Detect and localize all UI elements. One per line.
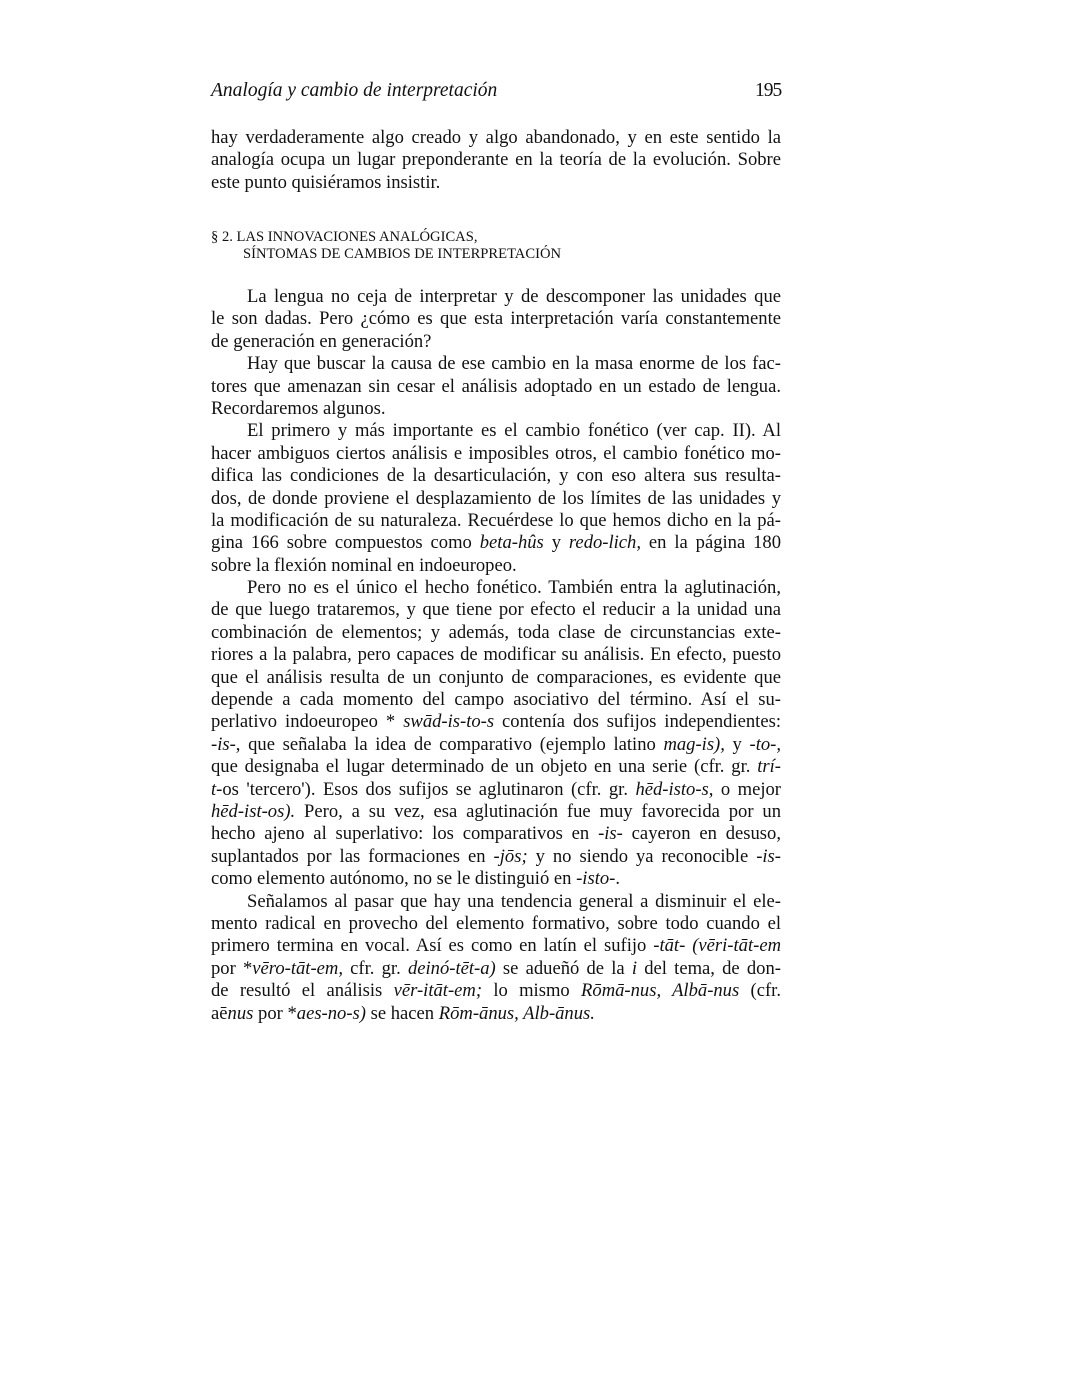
text-line bbox=[211, 149, 781, 171]
text-line bbox=[211, 510, 781, 532]
italic-term: aes-no-s) bbox=[296, 1002, 366, 1024]
text-run: gina 166 sobre compuestos como bbox=[211, 532, 480, 554]
text-line bbox=[211, 376, 781, 398]
text-run: Pero, a su vez, esa aglutinación fue muy favorecida por un bbox=[295, 800, 781, 822]
italic-term: -is- bbox=[756, 845, 781, 867]
text-run: y no siendo ya reconocible bbox=[527, 845, 757, 867]
text-line bbox=[211, 286, 781, 308]
italic-term: -is- bbox=[598, 823, 623, 845]
italic-term: mag-is), bbox=[663, 733, 725, 755]
text-line bbox=[211, 420, 781, 442]
text-line bbox=[211, 779, 781, 801]
text-run: de que luego trataremos, y que tiene por efecto el reducir a la unidad una bbox=[211, 599, 781, 621]
text-line bbox=[211, 555, 781, 577]
paragraph bbox=[211, 127, 781, 194]
text-run: suplantados por las formaciones en bbox=[211, 845, 494, 867]
text-run: este punto quisiéramos insistir. bbox=[211, 171, 441, 193]
text-run: analogía ocupa un lugar preponderante en la teoría de la evolución. Sobre bbox=[211, 149, 781, 171]
text-run: Hay que buscar la causa de ese cambio en la masa enorme de los fac- bbox=[247, 353, 781, 375]
text-run: ē bbox=[219, 1002, 228, 1024]
text-run: Recordaremos algunos. bbox=[211, 397, 386, 419]
italic-term: hēd-isto-s, bbox=[635, 778, 714, 800]
italic-term: redo-lich, bbox=[568, 532, 642, 554]
italic-term: Rōmā-nus, Albā-nus bbox=[581, 980, 740, 1002]
text-run: de resultó el análisis bbox=[211, 980, 394, 1002]
italic-term: trí- bbox=[757, 756, 781, 778]
text-run: y bbox=[724, 733, 750, 755]
italic-term: -jōs; bbox=[493, 845, 528, 867]
text-run: , que señalaba la idea de comparativo (ejemplo latino bbox=[235, 733, 664, 755]
page-number: 195 bbox=[755, 80, 782, 101]
text-run: del tema, de don- bbox=[637, 957, 781, 979]
text-run: y bbox=[543, 532, 569, 554]
italic-term: deinó-tēt-a) bbox=[407, 957, 496, 979]
text-line bbox=[211, 756, 781, 778]
text-run: La lengua no ceja de interpretar y de descomponer las unidades que bbox=[247, 286, 781, 307]
text-run: hay verdaderamente algo creado y algo abandonado, y en este sentido la bbox=[211, 127, 781, 148]
text-run: como elemento autónomo, no se le distinguió en bbox=[211, 868, 577, 890]
text-run: perlativo indoeuropeo * bbox=[211, 711, 404, 733]
body-text bbox=[211, 286, 781, 1025]
text-run: la modificación de su naturaleza. Recuérdese lo que hemos dicho en la pá- bbox=[211, 509, 781, 531]
italic-term: hēd-ist-os). bbox=[211, 800, 296, 822]
paragraph bbox=[211, 891, 781, 1025]
italic-term: beta-hûs bbox=[479, 532, 544, 554]
text-run: Señalamos al pasar que hay una tendencia general a disminuir el ele- bbox=[247, 890, 781, 912]
text-line bbox=[211, 935, 781, 957]
italic-term: vēr-itāt-em; bbox=[393, 980, 483, 1002]
italic-term: i bbox=[631, 957, 638, 979]
text-run: os 'tercero'). Esos dos sufijos se aglutinaron (cfr. gr. bbox=[222, 778, 636, 800]
text-line bbox=[211, 1003, 781, 1025]
italic-term: -tāt- (vēri-tāt-em bbox=[653, 935, 781, 957]
text-line bbox=[211, 689, 781, 711]
text-run: que el análisis resulta de un conjunto de comparaciones, es evidente que bbox=[211, 666, 781, 688]
section-heading bbox=[211, 229, 561, 263]
text-line bbox=[211, 667, 781, 689]
text-line bbox=[211, 443, 781, 465]
text-run: difica las condiciones de la desarticulación, y con eso altera sus resulta- bbox=[211, 465, 781, 487]
italic-term: -to-, bbox=[749, 733, 781, 755]
italic-term: -is- bbox=[211, 733, 236, 755]
text-line bbox=[211, 868, 781, 890]
italic-term: Rōm-ānus, Alb-ānus. bbox=[438, 1002, 595, 1024]
text-run: primero termina en vocal. Así es como en latín el sufijo bbox=[211, 935, 654, 957]
text-line bbox=[211, 577, 781, 599]
text-line bbox=[211, 913, 781, 935]
intro-paragraph bbox=[211, 127, 781, 194]
italic-term: -isto- bbox=[576, 868, 616, 890]
text-run: . bbox=[615, 868, 620, 890]
section-heading-line-1: § 2. LAS INNOVACIONES ANALÓGICAS, bbox=[211, 229, 478, 245]
text-run: Pero no es el único el hecho fonético. También entra la aglutinación, bbox=[247, 577, 781, 599]
italic-term: t- bbox=[211, 778, 223, 800]
text-run: lo mismo bbox=[482, 980, 582, 1002]
text-line bbox=[211, 308, 781, 330]
text-run: a bbox=[211, 1002, 220, 1024]
text-run: depende a cada momento del campo asociativo del término. Así el su- bbox=[211, 689, 781, 711]
paragraph bbox=[211, 420, 781, 577]
text-run: por * bbox=[253, 1002, 297, 1024]
section-heading-line-2: SÍNTOMAS DE CAMBIOS DE INTERPRETACIÓN bbox=[243, 246, 562, 262]
text-line bbox=[211, 172, 781, 194]
text-run: tores que amenazan sin cesar el análisis adoptado en un estado de lengua. bbox=[211, 375, 781, 397]
italic-term: vēro-tāt-em, bbox=[252, 957, 343, 979]
text-run: El primero y más importante es el cambio fonético (ver cap. II). Al bbox=[247, 420, 781, 442]
text-line bbox=[211, 801, 781, 823]
text-run: dos, de donde proviene el desplazamiento de los límites de las unidades y bbox=[211, 487, 781, 509]
text-line bbox=[211, 622, 781, 644]
paragraph bbox=[211, 286, 781, 353]
paragraph bbox=[211, 353, 781, 420]
text-line bbox=[211, 980, 781, 1002]
text-line bbox=[211, 353, 781, 375]
text-line bbox=[211, 734, 781, 756]
italic-term: swād-is-to-s bbox=[403, 711, 495, 733]
paragraph bbox=[211, 577, 781, 890]
running-title: Analogía y cambio de interpretación bbox=[211, 80, 498, 101]
text-line bbox=[211, 488, 781, 510]
text-run: de generación en generación? bbox=[211, 330, 432, 352]
text-run: hacer ambiguos ciertos análisis e imposibles otros, el cambio fonético mo- bbox=[211, 442, 781, 464]
text-line bbox=[211, 599, 781, 621]
text-line bbox=[211, 644, 781, 666]
text-line bbox=[211, 398, 781, 420]
text-run: o mejor bbox=[713, 778, 782, 800]
text-run: le son dadas. Pero ¿cómo es que esta interpretación varía constantemente bbox=[211, 308, 781, 330]
text-run: hecho ajeno al superlativo: los comparativos en bbox=[211, 823, 599, 845]
text-run: cayeron en desuso, bbox=[622, 823, 781, 845]
text-run: por * bbox=[211, 957, 253, 979]
text-run: riores a la palabra, pero capaces de modificar su análisis. En efecto, puesto bbox=[211, 644, 781, 666]
text-line bbox=[211, 958, 781, 980]
text-run: que designaba el lugar determinado de un objeto en una serie (cfr. gr. bbox=[211, 756, 758, 778]
text-run: se hacen bbox=[365, 1002, 439, 1024]
text-run: sobre la flexión nominal en indoeuropeo. bbox=[211, 554, 517, 576]
text-run: combinación de elementos; y además, toda clase de circunstancias exte- bbox=[211, 621, 781, 643]
text-line bbox=[211, 331, 781, 353]
text-run: mento radical en provecho del elemento formativo, sobre todo cuando el bbox=[211, 912, 781, 934]
text-line bbox=[211, 823, 781, 845]
text-line bbox=[211, 711, 781, 733]
italic-term: nus bbox=[227, 1002, 254, 1024]
text-line bbox=[211, 127, 781, 149]
text-line bbox=[211, 465, 781, 487]
text-run: cfr. gr. bbox=[342, 957, 408, 979]
text-line bbox=[211, 891, 781, 913]
text-line bbox=[211, 532, 781, 554]
text-run: (cfr. bbox=[739, 980, 781, 1002]
text-run: en la página 180 bbox=[641, 532, 782, 554]
text-run: contenía dos sufijos independientes: bbox=[494, 711, 782, 733]
text-line bbox=[211, 846, 781, 868]
text-run: se adueñó de la bbox=[495, 957, 632, 979]
